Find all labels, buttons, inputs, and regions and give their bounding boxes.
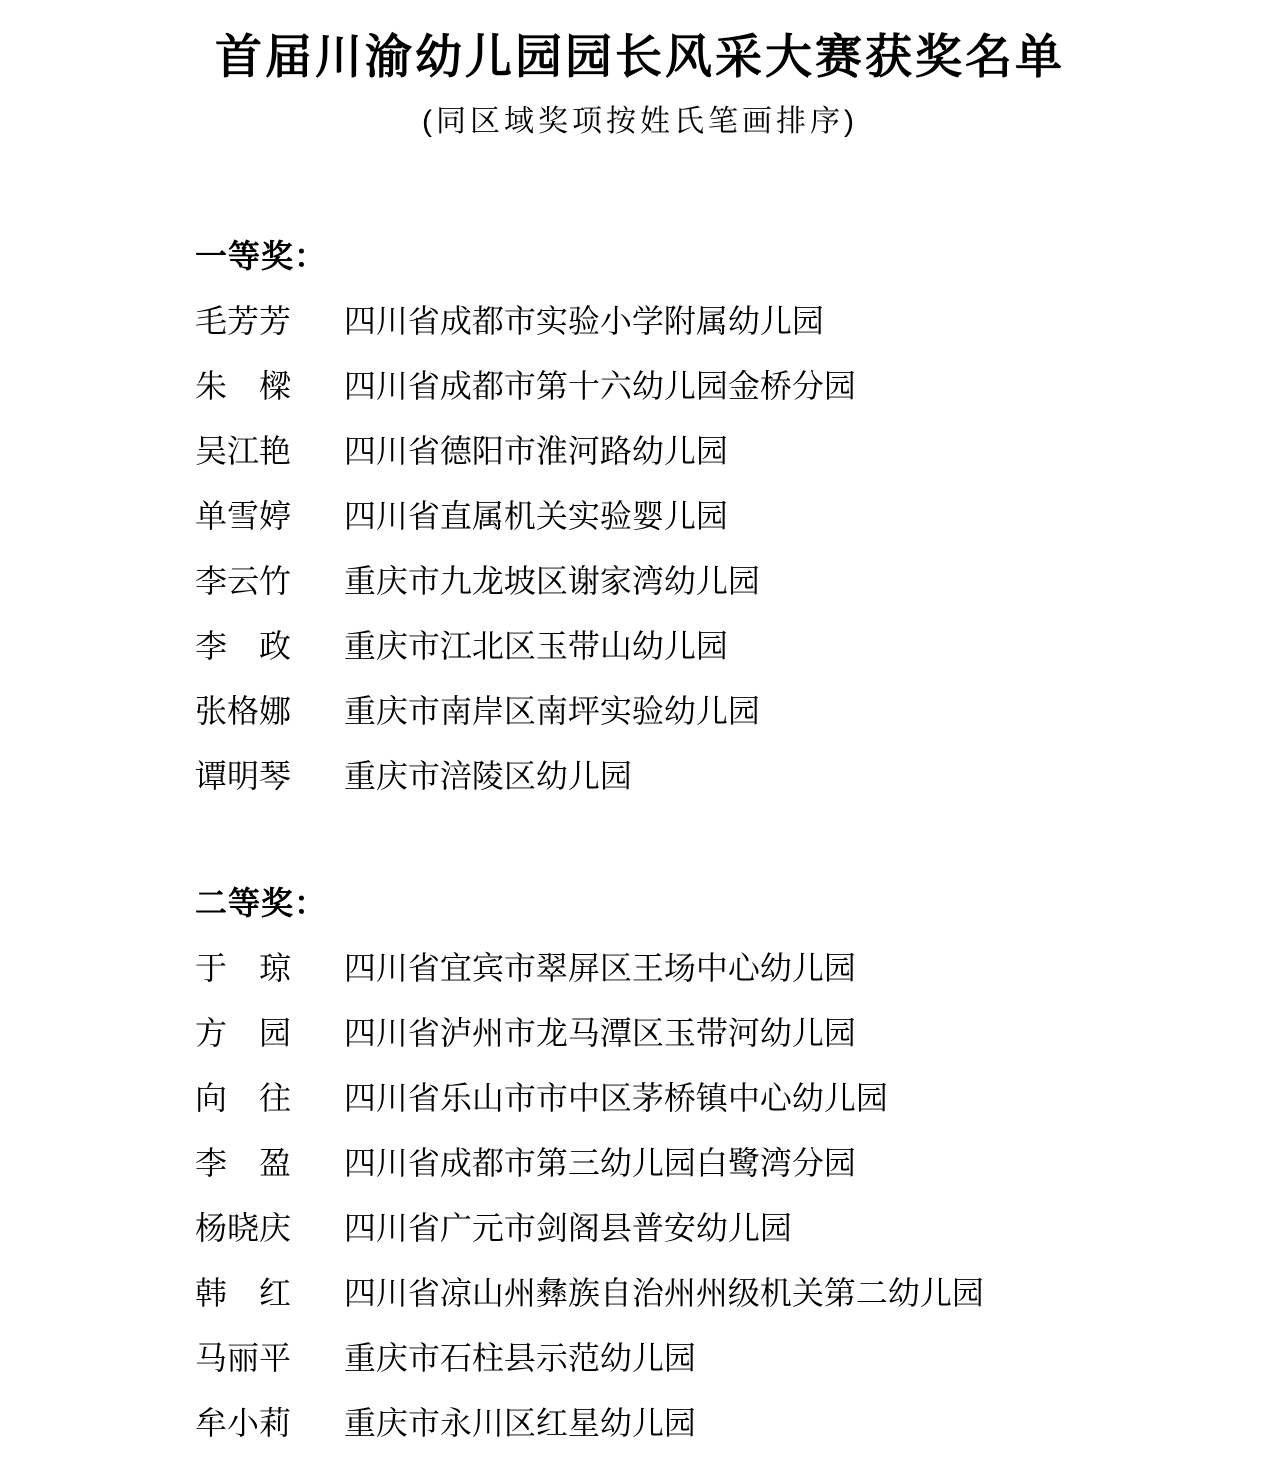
award-document <box>0 30 1280 1470</box>
winner-row <box>195 435 1280 467</box>
winner-row <box>195 1407 1280 1439</box>
winner-row <box>195 1082 1280 1114</box>
page-title: 首届川渝幼儿园园长风采大赛获奖名单 <box>215 30 1065 83</box>
sections-container <box>0 240 1280 1439</box>
section-rows <box>195 305 1280 792</box>
winner-school: 重庆市永川区红星幼儿园 <box>343 1405 696 1441</box>
winner-school: 四川省直属机关实验婴儿园 <box>343 498 728 534</box>
winner-row <box>195 1277 1280 1309</box>
winner-school: 重庆市石柱县示范幼儿园 <box>343 1340 696 1376</box>
winner-school: 四川省广元市剑阁县普安幼儿园 <box>343 1210 792 1246</box>
winner-school: 四川省泸州市龙马潭区玉带河幼儿园 <box>343 1015 856 1051</box>
winner-row <box>195 952 1280 984</box>
winner-row <box>195 370 1280 402</box>
winner-row <box>195 305 1280 337</box>
winner-name: 李云竹 <box>195 563 292 599</box>
page-subtitle: (同区域奖项按姓氏笔画排序) <box>422 105 858 138</box>
winner-name: 于 琼 <box>195 950 292 986</box>
winner-school: 四川省成都市第十六幼儿园金桥分园 <box>343 368 856 404</box>
winner-row <box>195 695 1280 727</box>
winner-school: 重庆市南岸区南坪实验幼儿园 <box>343 693 760 729</box>
winner-name: 吴江艳 <box>195 433 292 469</box>
winner-name: 单雪婷 <box>195 498 292 534</box>
winner-row <box>195 1017 1280 1049</box>
winner-name: 向 往 <box>195 1080 292 1116</box>
section-rows <box>195 952 1280 1439</box>
winner-school: 重庆市涪陵区幼儿园 <box>343 758 632 794</box>
winner-school: 重庆市江北区玉带山幼儿园 <box>343 628 728 664</box>
winner-row <box>195 565 1280 597</box>
section-heading: 一等奖： <box>195 238 328 274</box>
winner-name: 张格娜 <box>195 693 292 729</box>
winner-school: 重庆市九龙坡区谢家湾幼儿园 <box>343 563 760 599</box>
winner-name: 谭明琴 <box>195 758 292 794</box>
winner-name: 韩 红 <box>195 1275 292 1311</box>
winner-name: 朱 樑 <box>195 368 292 404</box>
winner-school: 四川省宜宾市翠屏区王场中心幼儿园 <box>343 950 856 986</box>
winner-name: 牟小莉 <box>195 1405 292 1441</box>
winner-name: 杨晓庆 <box>195 1210 292 1246</box>
winner-school: 四川省成都市实验小学附属幼儿园 <box>343 303 824 339</box>
winner-school: 四川省成都市第三幼儿园白鹭湾分园 <box>343 1145 856 1181</box>
winner-row <box>195 1212 1280 1244</box>
winner-row <box>195 760 1280 792</box>
winner-name: 毛芳芳 <box>195 303 292 339</box>
winner-school: 四川省德阳市淮河路幼儿园 <box>343 433 728 469</box>
winner-name: 方 园 <box>195 1015 292 1051</box>
winner-name: 李 政 <box>195 628 292 664</box>
winner-school: 四川省乐山市市中区茅桥镇中心幼儿园 <box>343 1080 888 1116</box>
winner-row <box>195 1342 1280 1374</box>
winner-row <box>195 500 1280 532</box>
winner-row <box>195 630 1280 662</box>
award-section <box>195 240 1280 792</box>
winner-name: 李 盈 <box>195 1145 292 1181</box>
winner-school: 四川省凉山州彝族自治州州级机关第二幼儿园 <box>343 1275 984 1311</box>
winner-row <box>195 1147 1280 1179</box>
award-section <box>195 887 1280 1439</box>
section-heading: 二等奖： <box>195 885 328 921</box>
winner-name: 马丽平 <box>195 1340 292 1376</box>
